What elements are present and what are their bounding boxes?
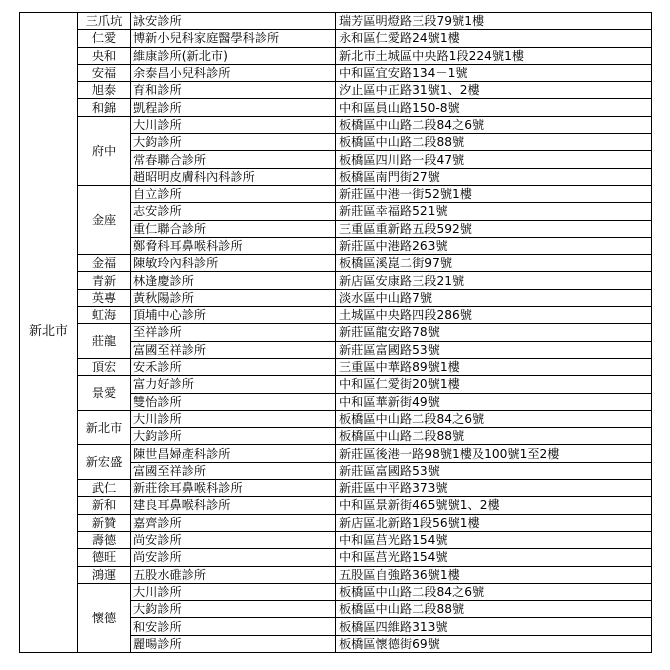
clinic-name-cell: 尚安診所 xyxy=(131,549,336,566)
group-name-cell: 三爪坑 xyxy=(78,13,131,30)
address-cell: 板橋區中山路二段84之6號 xyxy=(336,410,652,427)
clinic-name-cell: 自立診所 xyxy=(131,185,336,202)
address-cell: 板橋區四維路313號 xyxy=(336,618,652,635)
address-cell: 新莊區後港一路98號1樓及100號1至2樓 xyxy=(336,445,652,462)
address-cell: 板橋區中山路二段88號 xyxy=(336,428,652,445)
group-name-cell: 安福 xyxy=(78,64,131,81)
address-cell: 中和區仁愛街20號1樓 xyxy=(336,376,652,393)
clinic-name-cell: 大川診所 xyxy=(131,410,336,427)
address-cell: 新莊區中港一街52號1樓 xyxy=(336,185,652,202)
table-row xyxy=(20,99,652,116)
table-row xyxy=(20,30,652,47)
address-cell: 新莊區富國路53號 xyxy=(336,341,652,358)
clinic-name-cell: 五股水碓診所 xyxy=(131,566,336,583)
group-name-cell: 新贊 xyxy=(78,514,131,531)
group-name-cell: 金座 xyxy=(78,185,131,254)
table-row xyxy=(20,116,652,133)
address-cell: 中和區莒光路154號 xyxy=(336,549,652,566)
clinic-name-cell: 常春聯合診所 xyxy=(131,151,336,168)
clinic-name-cell: 詠安診所 xyxy=(131,13,336,30)
clinic-name-cell: 和安診所 xyxy=(131,618,336,635)
table-row xyxy=(20,272,652,289)
clinic-name-cell: 育和診所 xyxy=(131,82,336,99)
clinic-name-cell: 新莊徐耳鼻喉科診所 xyxy=(131,480,336,497)
clinic-name-cell: 博新小兒科家庭醫學科診所 xyxy=(131,30,336,47)
clinic-name-cell: 凱程診所 xyxy=(131,99,336,116)
clinic-name-cell: 嘉齊診所 xyxy=(131,514,336,531)
clinic-name-cell: 大川診所 xyxy=(131,116,336,133)
address-cell: 板橋區懷德街69號 xyxy=(336,635,652,652)
group-name-cell: 懷德 xyxy=(78,583,131,652)
address-cell: 中和區莒光路154號 xyxy=(336,531,652,548)
group-name-cell: 和錦 xyxy=(78,99,131,116)
group-name-cell: 新北市 xyxy=(78,410,131,445)
clinic-name-cell: 趙昭明皮膚科內科診所 xyxy=(131,168,336,185)
clinic-table xyxy=(19,12,652,653)
table-row xyxy=(20,289,652,306)
address-cell: 板橋區南門街27號 xyxy=(336,168,652,185)
address-cell: 淡水區中山路7號 xyxy=(336,289,652,306)
address-cell: 三重區中華路89號1樓 xyxy=(336,358,652,375)
table-row xyxy=(20,531,652,548)
address-cell: 板橋區中山路二段84之6號 xyxy=(336,583,652,600)
address-cell: 新莊區富國路53號 xyxy=(336,462,652,479)
table-row xyxy=(20,82,652,99)
clinic-name-cell: 重仁聯合診所 xyxy=(131,220,336,237)
group-name-cell: 金福 xyxy=(78,255,131,272)
address-cell: 中和區宜安路134－1號 xyxy=(336,64,652,81)
table-row xyxy=(20,410,652,427)
clinic-name-cell: 富力好診所 xyxy=(131,376,336,393)
clinic-name-cell: 陳敏玲內科診所 xyxy=(131,255,336,272)
table-row xyxy=(20,64,652,81)
group-name-cell: 虹海 xyxy=(78,307,131,324)
address-cell: 新莊區龍安路78號 xyxy=(336,324,652,341)
address-cell: 板橋區四川路一段47號 xyxy=(336,151,652,168)
clinic-name-cell: 維康診所(新北市) xyxy=(131,47,336,64)
clinic-name-cell: 至祥診所 xyxy=(131,324,336,341)
group-name-cell: 鴻運 xyxy=(78,566,131,583)
group-name-cell: 壽德 xyxy=(78,531,131,548)
address-cell: 三重區重新路五段592號 xyxy=(336,220,652,237)
table-row xyxy=(20,445,652,462)
clinic-table-body xyxy=(20,13,652,653)
clinic-name-cell: 富國至祥診所 xyxy=(131,462,336,479)
clinic-name-cell: 余泰昌小兒科診所 xyxy=(131,64,336,81)
clinic-name-cell: 黃秋陽診所 xyxy=(131,289,336,306)
table-row xyxy=(20,497,652,514)
table-row xyxy=(20,255,652,272)
group-name-cell: 莊龍 xyxy=(78,324,131,359)
table-row xyxy=(20,324,652,341)
group-name-cell: 青新 xyxy=(78,272,131,289)
clinic-name-cell: 建良耳鼻喉科診所 xyxy=(131,497,336,514)
clinic-name-cell: 安禾診所 xyxy=(131,358,336,375)
address-cell: 中和區員山路150-8號 xyxy=(336,99,652,116)
clinic-name-cell: 尚安診所 xyxy=(131,531,336,548)
table-row xyxy=(20,583,652,600)
clinic-name-cell: 大鈞診所 xyxy=(131,428,336,445)
table-row xyxy=(20,47,652,64)
address-cell: 新莊區幸福路521號 xyxy=(336,203,652,220)
table-row xyxy=(20,358,652,375)
clinic-name-cell: 頂埔中心診所 xyxy=(131,307,336,324)
clinic-name-cell: 鄭脅科耳鼻喉科診所 xyxy=(131,237,336,254)
address-cell: 板橋區中山路二段88號 xyxy=(336,134,652,151)
group-name-cell: 央和 xyxy=(78,47,131,64)
group-name-cell: 府中 xyxy=(78,116,131,185)
address-cell: 新店區安康路三段21號 xyxy=(336,272,652,289)
address-cell: 新莊區中港路263號 xyxy=(336,237,652,254)
address-cell: 板橋區溪崑二街97號 xyxy=(336,255,652,272)
clinic-name-cell: 大鈞診所 xyxy=(131,134,336,151)
group-name-cell: 德旺 xyxy=(78,549,131,566)
clinic-name-cell: 林逢慶診所 xyxy=(131,272,336,289)
address-cell: 新北市土城區中央路1段224號1樓 xyxy=(336,47,652,64)
clinic-name-cell: 志安診所 xyxy=(131,203,336,220)
group-name-cell: 仁愛 xyxy=(78,30,131,47)
group-name-cell: 頂宏 xyxy=(78,358,131,375)
address-cell: 汐止區中正路31號1、2樓 xyxy=(336,82,652,99)
group-name-cell: 英專 xyxy=(78,289,131,306)
table-row xyxy=(20,480,652,497)
table-row xyxy=(20,549,652,566)
group-name-cell: 武仁 xyxy=(78,480,131,497)
clinic-name-cell: 雙怡診所 xyxy=(131,393,336,410)
table-row xyxy=(20,13,652,30)
table-row xyxy=(20,185,652,202)
address-cell: 新莊區中平路373號 xyxy=(336,480,652,497)
group-name-cell: 新宏盛 xyxy=(78,445,131,480)
group-name-cell: 新和 xyxy=(78,497,131,514)
address-cell: 板橋區中山路二段84之6號 xyxy=(336,116,652,133)
group-name-cell: 景愛 xyxy=(78,376,131,411)
group-name-cell: 旭泰 xyxy=(78,82,131,99)
clinic-name-cell: 富國至祥診所 xyxy=(131,341,336,358)
address-cell: 瑞芳區明燈路三段79號1樓 xyxy=(336,13,652,30)
address-cell: 五股區自強路36號1樓 xyxy=(336,566,652,583)
address-cell: 永和區仁愛路24號1樓 xyxy=(336,30,652,47)
clinic-name-cell: 大川診所 xyxy=(131,583,336,600)
table-row xyxy=(20,566,652,583)
address-cell: 新店區北新路1段56號1樓 xyxy=(336,514,652,531)
address-cell: 中和區華新街49號 xyxy=(336,393,652,410)
address-cell: 板橋區中山路二段88號 xyxy=(336,601,652,618)
clinic-name-cell: 大鈞診所 xyxy=(131,601,336,618)
table-row xyxy=(20,514,652,531)
address-cell: 中和區景新街465號號1、2樓 xyxy=(336,497,652,514)
table-row xyxy=(20,376,652,393)
address-cell: 土城區中央路四段286號 xyxy=(336,307,652,324)
table-row xyxy=(20,307,652,324)
region-cell: 新北市 xyxy=(20,13,78,653)
clinic-name-cell: 麗暘診所 xyxy=(131,635,336,652)
clinic-name-cell: 陳世昌婦產科診所 xyxy=(131,445,336,462)
